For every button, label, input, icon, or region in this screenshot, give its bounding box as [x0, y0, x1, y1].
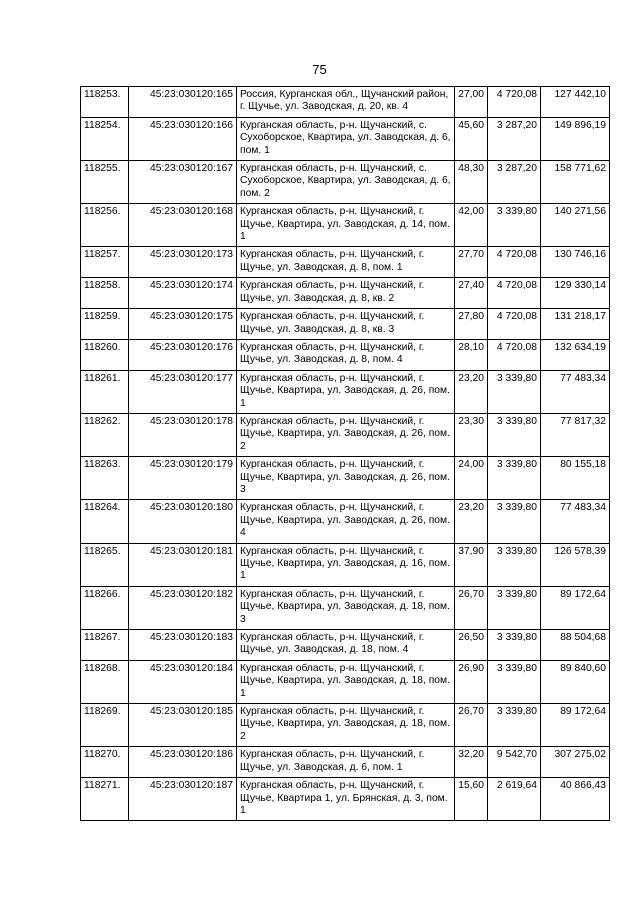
- unit-price-cell: 3 287,20: [488, 117, 541, 160]
- address-cell: Курганская область, р-н. Щучанский, г. Щучье, Квартира, ул. Заводская, д. 26, пом. 2: [237, 413, 455, 456]
- cadastral-number-cell: 45:23:030120:184: [129, 660, 237, 703]
- row-number-cell: 118271.: [81, 778, 129, 821]
- row-number-cell: 118257.: [81, 247, 129, 278]
- address-cell: Курганская область, р-н. Щучанский, г. Щучье, Квартира, ул. Заводская, д. 26, пом. 4: [237, 500, 455, 543]
- table-row: [81, 370, 610, 413]
- row-number-cell: 118269.: [81, 704, 129, 747]
- area-cell: 23,20: [455, 370, 488, 413]
- total-value-cell: 149 896,19: [541, 117, 610, 160]
- cadastral-number-cell: 45:23:030120:167: [129, 161, 237, 204]
- cadastral-number-cell: 45:23:030120:181: [129, 543, 237, 586]
- total-value-cell: 77 483,34: [541, 370, 610, 413]
- unit-price-cell: 4 720,08: [488, 87, 541, 118]
- cadastral-number-cell: 45:23:030120:168: [129, 204, 237, 247]
- unit-price-cell: 3 339,80: [488, 457, 541, 500]
- area-cell: 26,70: [455, 704, 488, 747]
- total-value-cell: 132 634,19: [541, 339, 610, 370]
- address-cell: Курганская область, р-н. Щучанский, г. Щучье, ул. Заводская, д. 8, пом. 1: [237, 247, 455, 278]
- cadastral-number-cell: 45:23:030120:166: [129, 117, 237, 160]
- unit-price-cell: 3 339,80: [488, 660, 541, 703]
- cadastral-number-cell: 45:23:030120:180: [129, 500, 237, 543]
- cadastral-number-cell: 45:23:030120:182: [129, 586, 237, 629]
- address-cell: Курганская область, р-н. Щучанский, г. Щучье, ул. Заводская, д. 8, пом. 4: [237, 339, 455, 370]
- table-row: [81, 543, 610, 586]
- page-number: 75: [312, 62, 327, 77]
- row-number-cell: 118253.: [81, 87, 129, 118]
- area-cell: 27,00: [455, 87, 488, 118]
- address-cell: Курганская область, р-н. Щучанский, г. Щучье, Квартира, ул. Заводская, д. 18, пом. 2: [237, 704, 455, 747]
- cadastral-number-cell: 45:23:030120:183: [129, 630, 237, 661]
- row-number-cell: 118255.: [81, 161, 129, 204]
- address-cell: Курганская область, р-н. Щучанский, г. Щучье, Квартира, ул. Заводская, д. 16, пом. 1: [237, 543, 455, 586]
- area-cell: 27,70: [455, 247, 488, 278]
- area-cell: 27,80: [455, 309, 488, 340]
- table-row: [81, 117, 610, 160]
- table-row: [81, 278, 610, 309]
- total-value-cell: 126 578,39: [541, 543, 610, 586]
- cadastral-number-cell: 45:23:030120:186: [129, 747, 237, 778]
- total-value-cell: 88 504,68: [541, 630, 610, 661]
- row-number-cell: 118268.: [81, 660, 129, 703]
- area-cell: 24,00: [455, 457, 488, 500]
- row-number-cell: 118262.: [81, 413, 129, 456]
- area-cell: 23,30: [455, 413, 488, 456]
- area-cell: 27,40: [455, 278, 488, 309]
- cadastral-number-cell: 45:23:030120:178: [129, 413, 237, 456]
- total-value-cell: 89 172,64: [541, 704, 610, 747]
- area-cell: 26,90: [455, 660, 488, 703]
- unit-price-cell: 3 339,80: [488, 704, 541, 747]
- cadastral-number-cell: 45:23:030120:176: [129, 339, 237, 370]
- row-number-cell: 118261.: [81, 370, 129, 413]
- address-cell: Курганская область, р-н. Щучанский, г. Щучье, Квартира, ул. Заводская, д. 26, пом. 3: [237, 457, 455, 500]
- area-cell: 48,30: [455, 161, 488, 204]
- unit-price-cell: 4 720,08: [488, 247, 541, 278]
- registry-table: [80, 86, 610, 821]
- unit-price-cell: 3 339,80: [488, 370, 541, 413]
- table-row: [81, 247, 610, 278]
- address-cell: Курганская область, р-н. Щучанский, г. Щучье, ул. Заводская, д. 18, пом. 4: [237, 630, 455, 661]
- address-cell: Курганская область, р-н. Щучанский, г. Щучье, Квартира, ул. Заводская, д. 18, пом. 3: [237, 586, 455, 629]
- area-cell: 32,20: [455, 747, 488, 778]
- unit-price-cell: 4 720,08: [488, 309, 541, 340]
- row-number-cell: 118266.: [81, 586, 129, 629]
- unit-price-cell: 3 339,80: [488, 500, 541, 543]
- table-row: [81, 778, 610, 821]
- unit-price-cell: 2 619,64: [488, 778, 541, 821]
- unit-price-cell: 3 339,80: [488, 543, 541, 586]
- cadastral-number-cell: 45:23:030120:187: [129, 778, 237, 821]
- area-cell: 15,60: [455, 778, 488, 821]
- unit-price-cell: 3 339,80: [488, 204, 541, 247]
- table-row: [81, 747, 610, 778]
- total-value-cell: 158 771,62: [541, 161, 610, 204]
- address-cell: Курганская область, р-н. Щучанский, г. Щучье, Квартира, ул. Заводская, д. 18, пом. 1: [237, 660, 455, 703]
- cadastral-number-cell: 45:23:030120:177: [129, 370, 237, 413]
- row-number-cell: 118254.: [81, 117, 129, 160]
- address-cell: Курганская область, р-н. Щучанский, г. Щучье, ул. Заводская, д. 6, пом. 1: [237, 747, 455, 778]
- row-number-cell: 118267.: [81, 630, 129, 661]
- table-row: [81, 704, 610, 747]
- table-row: [81, 161, 610, 204]
- row-number-cell: 118256.: [81, 204, 129, 247]
- row-number-cell: 118264.: [81, 500, 129, 543]
- table-row: [81, 630, 610, 661]
- unit-price-cell: 3 287,20: [488, 161, 541, 204]
- unit-price-cell: 3 339,80: [488, 413, 541, 456]
- unit-price-cell: 9 542,70: [488, 747, 541, 778]
- address-cell: Курганская область, р-н. Щучанский, с. Сухоборское, Квартира, ул. Заводская, д. 6, пом. 1: [237, 117, 455, 160]
- row-number-cell: 118258.: [81, 278, 129, 309]
- table-row: [81, 309, 610, 340]
- total-value-cell: 80 155,18: [541, 457, 610, 500]
- row-number-cell: 118265.: [81, 543, 129, 586]
- address-cell: Курганская область, р-н. Щучанский, г. Щучье, Квартира 1, ул. Брянская, д. 3, пом. 1: [237, 778, 455, 821]
- total-value-cell: 40 866,43: [541, 778, 610, 821]
- cadastral-number-cell: 45:23:030120:174: [129, 278, 237, 309]
- unit-price-cell: 4 720,08: [488, 339, 541, 370]
- area-cell: 37,90: [455, 543, 488, 586]
- address-cell: Россия, Курганская обл., Щучанский район, г. Щучье, ул. Заводская, д. 20, кв. 4: [237, 87, 455, 118]
- total-value-cell: 127 442,10: [541, 87, 610, 118]
- area-cell: 26,50: [455, 630, 488, 661]
- registry-table-body: [81, 87, 610, 821]
- address-cell: Курганская область, р-н. Щучанский, г. Щучье, ул. Заводская, д. 8, кв. 3: [237, 309, 455, 340]
- table-row: [81, 413, 610, 456]
- cadastral-number-cell: 45:23:030120:173: [129, 247, 237, 278]
- total-value-cell: 77 483,34: [541, 500, 610, 543]
- table-row: [81, 204, 610, 247]
- total-value-cell: 129 330,14: [541, 278, 610, 309]
- row-number-cell: 118263.: [81, 457, 129, 500]
- unit-price-cell: 3 339,80: [488, 630, 541, 661]
- total-value-cell: 130 746,16: [541, 247, 610, 278]
- area-cell: 28,10: [455, 339, 488, 370]
- area-cell: 23,20: [455, 500, 488, 543]
- total-value-cell: 89 840,60: [541, 660, 610, 703]
- table-row: [81, 500, 610, 543]
- row-number-cell: 118270.: [81, 747, 129, 778]
- total-value-cell: 307 275,02: [541, 747, 610, 778]
- total-value-cell: 89 172,64: [541, 586, 610, 629]
- total-value-cell: 140 271,56: [541, 204, 610, 247]
- row-number-cell: 118260.: [81, 339, 129, 370]
- cadastral-number-cell: 45:23:030120:179: [129, 457, 237, 500]
- table-row: [81, 87, 610, 118]
- table-row: [81, 660, 610, 703]
- address-cell: Курганская область, р-н. Щучанский, г. Щучье, Квартира, ул. Заводская, д. 14, пом. 1: [237, 204, 455, 247]
- table-row: [81, 457, 610, 500]
- address-cell: Курганская область, р-н. Щучанский, г. Щучье, Квартира, ул. Заводская, д. 26, пом. 1: [237, 370, 455, 413]
- row-number-cell: 118259.: [81, 309, 129, 340]
- cadastral-number-cell: 45:23:030120:175: [129, 309, 237, 340]
- address-cell: Курганская область, р-н. Щучанский, г. Щучье, ул. Заводская, д. 8, кв. 2: [237, 278, 455, 309]
- total-value-cell: 77 817,32: [541, 413, 610, 456]
- area-cell: 42,00: [455, 204, 488, 247]
- total-value-cell: 131 218,17: [541, 309, 610, 340]
- address-cell: Курганская область, р-н. Щучанский, с. Сухоборское, Квартира, ул. Заводская, д. 6, пом. 2: [237, 161, 455, 204]
- unit-price-cell: 3 339,80: [488, 586, 541, 629]
- table-row: [81, 339, 610, 370]
- unit-price-cell: 4 720,08: [488, 278, 541, 309]
- cadastral-number-cell: 45:23:030120:185: [129, 704, 237, 747]
- cadastral-number-cell: 45:23:030120:165: [129, 87, 237, 118]
- area-cell: 26,70: [455, 586, 488, 629]
- area-cell: 45,60: [455, 117, 488, 160]
- table-row: [81, 586, 610, 629]
